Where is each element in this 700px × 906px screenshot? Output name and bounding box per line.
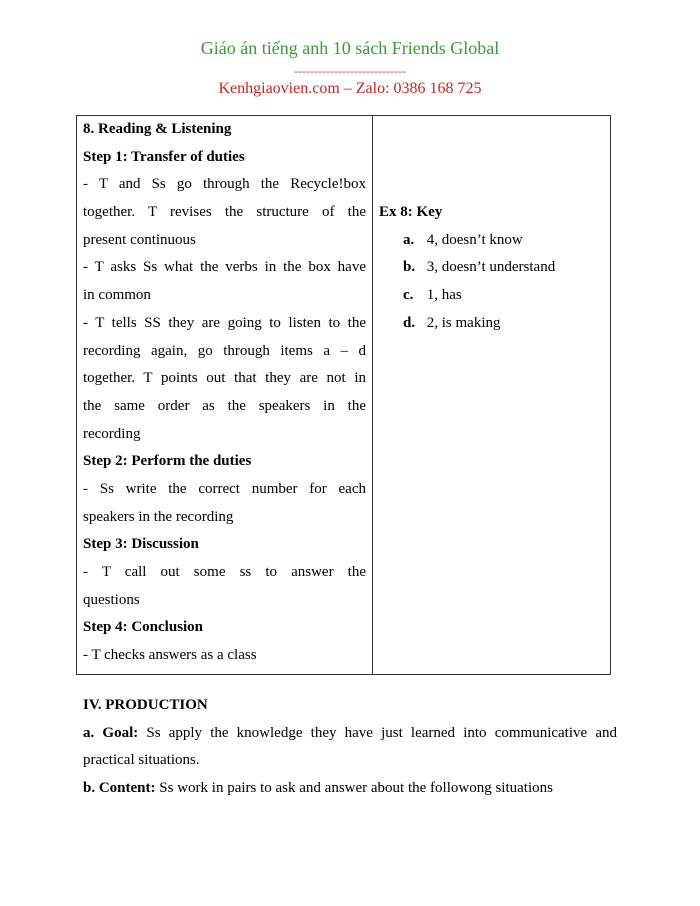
step-1-line: together. T revises the structure of the [83, 204, 366, 221]
content-paragraph [83, 775, 617, 803]
step-2-line: - Ss write the correct number for each [83, 480, 366, 497]
answer-letter: c. [403, 287, 414, 304]
step-1-line: together. T points out that they are not in [83, 370, 366, 387]
answer-key-list [379, 227, 604, 338]
step-1-line: recording again, go through items a – d [83, 342, 366, 359]
content-text: Ss work in pairs to ask and answer about the followong situations [155, 780, 553, 797]
contact-line: Kenhgiaovien.com – Zalo: 0386 168 725 [218, 80, 482, 97]
section-heading: 8. Reading & Listening [83, 121, 232, 137]
answer-key-item [379, 254, 604, 282]
goal-text-continued: practical situations. [83, 752, 200, 769]
title-divider: ---------------------------- [294, 64, 406, 78]
goal-label: a. Goal: [83, 724, 139, 741]
answer-key-item [379, 310, 604, 338]
answer-key-item [379, 282, 604, 310]
answer-letter: d. [403, 314, 416, 331]
document-title: Giáo án tiếng anh 10 sách Friends Global [200, 38, 500, 58]
production-heading: IV. PRODUCTION [83, 697, 208, 713]
step-2-line: speakers in the recording [83, 508, 234, 525]
goal-paragraph [83, 720, 617, 748]
answer-text: 2, is making [426, 314, 501, 331]
answer-text: 1, has [426, 287, 462, 304]
answer-text: 4, doesn’t know [426, 231, 523, 248]
step-4-line: - T checks answers as a class [83, 647, 257, 664]
step-3-title: Step 3: Discussion [83, 536, 199, 553]
procedure-cell [77, 116, 373, 675]
goal-text: Ss apply the knowledge they have just learned into communicative and [138, 724, 617, 741]
step-1-line: - T tells SS they are going to listen to the [83, 314, 366, 331]
step-1-line: - T asks Ss what the verbs in the box have [83, 259, 366, 276]
lesson-table [76, 115, 611, 675]
answer-key-cell [373, 116, 611, 675]
answer-key-item [379, 227, 604, 255]
step-1-line: present continuous [83, 231, 196, 248]
step-3-line: questions [83, 591, 140, 608]
step-4-title: Step 4: Conclusion [83, 619, 204, 636]
step-1-line: in common [83, 287, 151, 304]
step-2-title: Step 2: Perform the duties [83, 453, 252, 470]
step-1-line: the same order as the speakers in the [83, 397, 366, 414]
answer-letter: b. [403, 259, 416, 276]
step-1-line: - T and Ss go through the Recycle!box [83, 176, 366, 193]
content-label: b. Content: [83, 780, 156, 797]
answer-letter: a. [403, 231, 415, 248]
answer-text: 3, doesn’t understand [426, 259, 556, 276]
answer-key-title: Ex 8: Key [379, 204, 443, 221]
step-1-title: Step 1: Transfer of duties [83, 148, 245, 165]
step-1-line: recording [83, 425, 141, 442]
step-3-line: - T call out some ss to answer the [83, 564, 366, 580]
production-section [83, 692, 617, 803]
